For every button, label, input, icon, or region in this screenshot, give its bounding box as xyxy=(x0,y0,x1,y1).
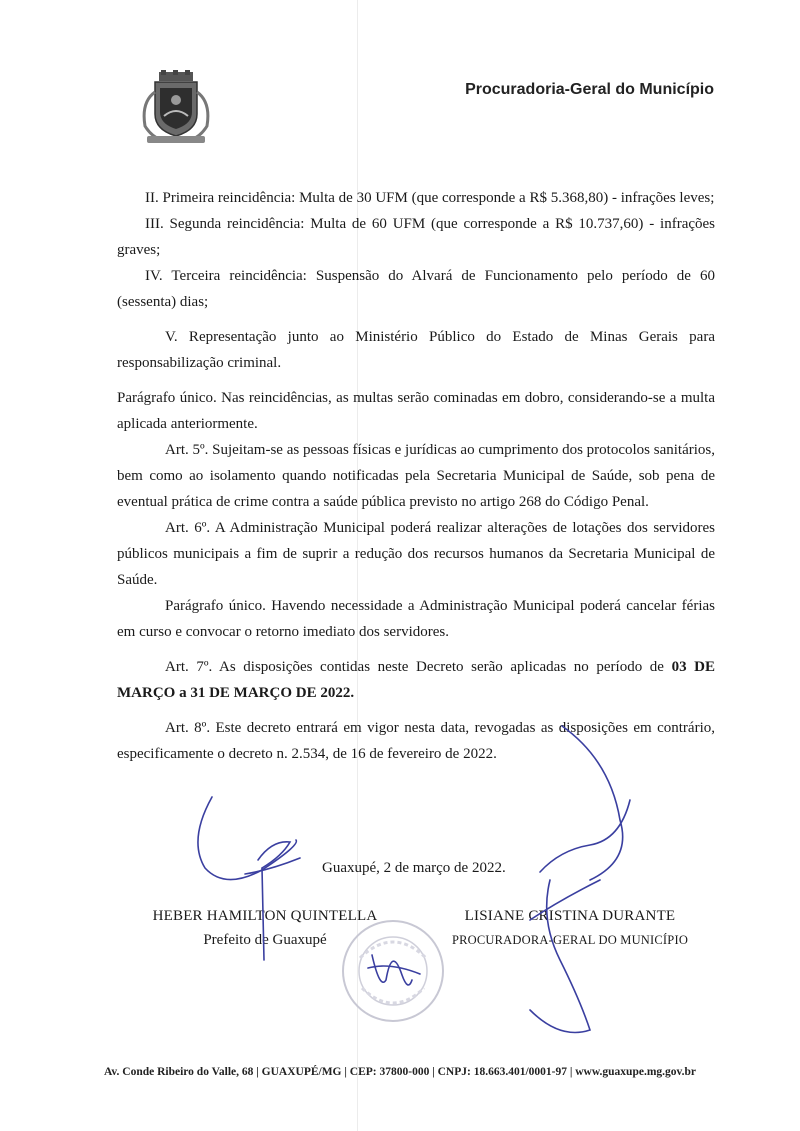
item-v-prosecution: V. Representação junto ao Ministério Público do Estado de Minas Gerais para responsabilização criminal. xyxy=(117,329,715,371)
attorney-role: PROCURADORA-GERAL DO MUNICÍPIO xyxy=(451,933,689,947)
article-7 xyxy=(117,654,715,706)
article-8: Art. 8º. Este decreto entrará em vigor nesta data, revogadas as disposições em contrário, especificamente o decreto n. 2.534, de 16 de fevereiro de 2022. xyxy=(117,720,715,762)
mayor-name: HEBER HAMILTON QUINTELLA xyxy=(152,908,378,924)
office-title: Procuradoria-Geral do Município xyxy=(465,81,714,98)
footer-contact-info: Av. Conde Ribeiro do Valle, 68 | GUAXUPÉ/MG | CEP: 37800-000 | CNPJ: 18.663.401/0001-97 | www.guaxupe.mg.gov.br xyxy=(103,1066,697,1078)
sole-paragraph-vacations: Parágrafo único. Havendo necessidade a Administração Municipal poderá cancelar férias em curso e convocar o retorno imediato dos servidores. xyxy=(117,598,715,640)
article-5: Art. 5º. Sujeitam-se as pessoas físicas e jurídicas ao cumprimento dos protocolos sanitários, bem como ao isolamento quando notificadas pela Secretaria Municipal de Saúde, sob pena de eventual prática de crime contra a saúde pública previsto no artigo 268 do Código Penal. xyxy=(117,442,715,510)
sole-paragraph-recurrences: Parágrafo único. Nas reincidências, as multas serão cominadas em dobro, considerando-se a multa aplicada anteriormente. xyxy=(117,390,715,432)
item-iii-second-recurrence: III. Segunda reincidência: Multa de 60 UFM (que corresponde a R$ 10.737,60) - infrações graves; xyxy=(117,216,715,258)
official-seal-stamp-icon xyxy=(340,918,446,1024)
item-iv-third-recurrence: IV. Terceira reincidência: Suspensão do Alvará de Funcionamento pelo período de 60 (sessenta) dias; xyxy=(117,268,715,310)
attorney-signature-block xyxy=(440,904,700,952)
attorney-name: LISIANE CRISTINA DURANTE xyxy=(464,908,676,924)
item-ii-first-recurrence: II. Primeira reincidência: Multa de 30 UFM (que corresponde a R$ 5.368,80) - infrações leves; xyxy=(145,190,715,206)
decree-body xyxy=(117,185,715,767)
place-and-date: Guaxupé, 2 de março de 2022. xyxy=(322,860,506,876)
article-7-text: Art. 7º. As disposições contidas neste Decreto serão aplicadas no período de xyxy=(165,659,672,675)
article-6: Art. 6º. A Administração Municipal poderá realizar alterações de lotações dos servidores públicos municipais a fim de suprir a redução dos recursos humanos da Secretaria Municipal de Saúde. xyxy=(117,520,715,588)
article-7-period: 03 DE MARÇO a 31 DE MARÇO DE 2022. xyxy=(117,659,715,701)
municipal-coat-of-arms-icon xyxy=(135,70,217,146)
mayor-role: Prefeito de Guaxupé xyxy=(203,932,327,948)
